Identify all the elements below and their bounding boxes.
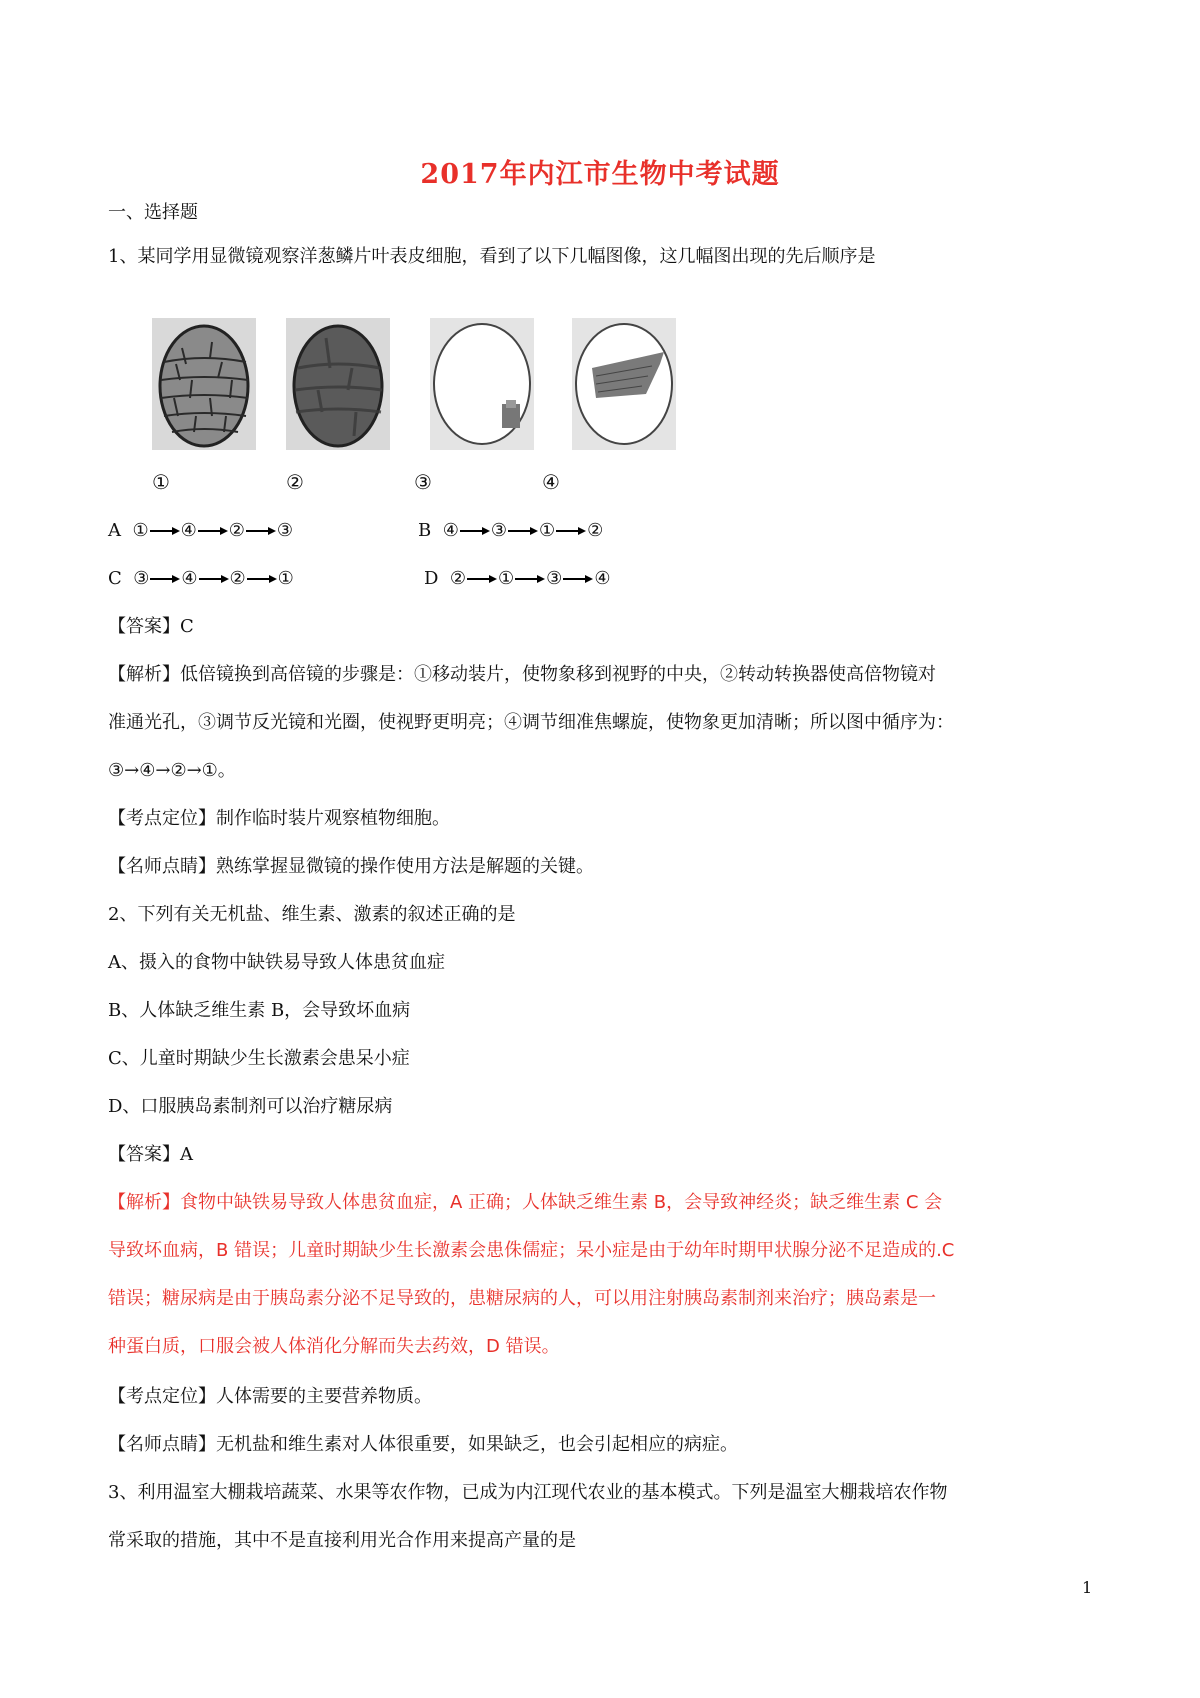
- q1-option-c: C ③ ④ ② ①: [108, 568, 294, 589]
- q2-analysis-line-2: 导致坏血病，B 错误；儿童时期缺少生长激素会患侏儒症；呆小症是由于幼年时期甲状腺分泌不足造成的.C: [108, 1240, 955, 1261]
- q1-tip: 【名师点睛】熟练掌握显微镜的操作使用方法是解题的关键。: [108, 856, 594, 877]
- micrograph-2: [286, 318, 390, 450]
- figure-label-1: ①: [152, 470, 170, 494]
- q1-option-d: D ② ① ③ ④: [424, 568, 611, 589]
- q2-option-c: C、儿童时期缺少生长激素会患呆小症: [108, 1048, 410, 1069]
- q1-option-b: B ④ ③ ① ②: [418, 520, 604, 541]
- q1-option-a: A ① ④ ② ③: [108, 520, 294, 541]
- micrograph-4: [572, 318, 676, 450]
- figure-label-2: ②: [286, 470, 304, 494]
- q1-point: 【考点定位】制作临时装片观察植物细胞。: [108, 808, 450, 829]
- q2-option-d: D、口服胰岛素制剂可以治疗糖尿病: [108, 1096, 393, 1117]
- micrograph-1: [152, 318, 256, 450]
- q2-option-b: B、人体缺乏维生素 B，会导致坏血病: [108, 1000, 411, 1021]
- q3-stem-line-2: 常采取的措施，其中不是直接利用光合作用来提高产量的是: [108, 1530, 576, 1551]
- q2-analysis-line-1: 【解析】食物中缺铁易导致人体患贫血症，A 正确；人体缺乏维生素 B，会导致神经炎；缺乏维生素 C 会: [108, 1192, 943, 1213]
- q2-answer: 【答案】A: [108, 1144, 193, 1165]
- q2-tip: 【名师点睛】无机盐和维生素对人体很重要，如果缺乏，也会引起相应的病症。: [108, 1434, 738, 1455]
- q2-option-a: A、摄入的食物中缺铁易导致人体患贫血症: [108, 952, 445, 973]
- q1-stem: 1、某同学用显微镜观察洋葱鳞片叶表皮细胞，看到了以下几幅图像，这几幅图出现的先后顺序是: [108, 246, 876, 267]
- figure-label-3: ③: [414, 470, 432, 494]
- section-heading: 一、选择题: [108, 202, 198, 223]
- q2-analysis-line-4: 种蛋白质，口服会被人体消化分解而失去药效，D 错误。: [108, 1336, 560, 1357]
- q1-answer: 【答案】C: [108, 616, 194, 637]
- figure-label-4: ④: [542, 470, 560, 494]
- micrograph-3: [430, 318, 534, 450]
- page-number: 1: [1082, 1578, 1093, 1597]
- q1-analysis-line-2: 准通光孔，③调节反光镜和光圈，使视野更明亮；④调节细准焦螺旋，使物象更加清晰；所以图中循序为：: [108, 712, 954, 733]
- q3-stem-line-1: 3、利用温室大棚栽培蔬菜、水果等农作物，已成为内江现代农业的基本模式。下列是温室大棚栽培农作物: [108, 1482, 948, 1503]
- q1-analysis-line-3: ③→④→②→①。: [108, 760, 236, 781]
- page-title: 2017年内江市生物中考试题: [420, 159, 780, 190]
- q2-stem: 2、下列有关无机盐、维生素、激素的叙述正确的是: [108, 904, 516, 925]
- q1-analysis-line-1: 【解析】低倍镜换到高倍镜的步骤是：①移动装片，使物象移到视野的中央，②转动转换器使高倍物镜对: [108, 664, 936, 685]
- q2-point: 【考点定位】人体需要的主要营养物质。: [108, 1386, 432, 1407]
- q2-analysis-line-3: 错误；糖尿病是由于胰岛素分泌不足导致的，患糖尿病的人，可以用注射胰岛素制剂来治疗；胰岛素是一: [108, 1288, 936, 1309]
